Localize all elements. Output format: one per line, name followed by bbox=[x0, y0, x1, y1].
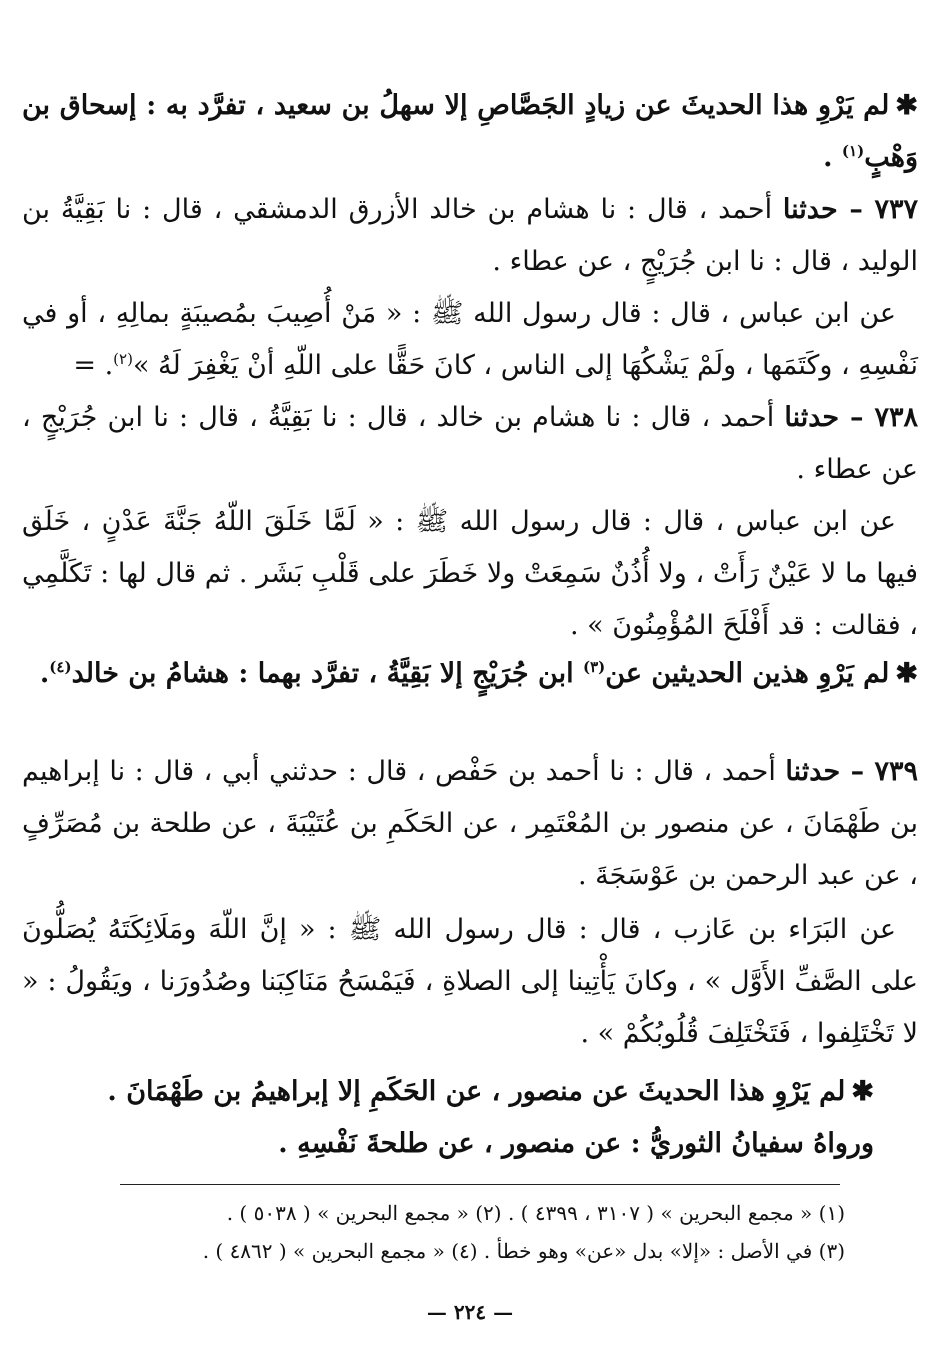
asterisk-icon: ✱ bbox=[895, 90, 918, 121]
editor-note-739 bbox=[22, 1066, 918, 1170]
matn-end: . = bbox=[73, 350, 114, 381]
footnote-ref: (٣) bbox=[583, 658, 606, 676]
hadith-739-matn bbox=[22, 904, 918, 1060]
isnad-text: أحمد ، قال : نا هشام بن خالد الأزرق الدمشقي ، قال : نا بَقِيَّةُ بن الوليد ، قال : نا ابن جُرَيْجٍ ، عن عطاء . bbox=[22, 194, 918, 277]
hadith-lead: حدثنا bbox=[785, 756, 841, 787]
footnote-ref: (١) bbox=[841, 142, 865, 160]
footnote-line-1: (١) « مجمع البحرين » ( ٣١٠٧ ، ٤٣٩٩ ) . (٢) « مجمع البحرين » ( ٥٠٣٨ ) . bbox=[226, 1201, 845, 1225]
hadith-lead: حدثنا bbox=[784, 402, 840, 433]
asterisk-icon: ✱ bbox=[851, 1076, 874, 1107]
hadith-number: ٧٣٨ – bbox=[839, 402, 918, 433]
hadith-number: ٧٣٧ – bbox=[837, 194, 918, 225]
note-line-2: ورواهُ سفيانُ الثوريُّ : عن منصور ، عن طلحةَ نَفْسِهِ . bbox=[278, 1128, 874, 1159]
note-text: لم يَرْوِ هذا الحديثَ عن منصور ، عن الحَكَمِ إلا إبراهيمُ بن طَهْمَانَ . bbox=[107, 1076, 846, 1107]
note-line-1 bbox=[22, 1066, 918, 1118]
matn-text: عن ابن عباس ، قال : قال رسول الله ﷺ : « مَنْ أُصِيبَ بمُصيبَةٍ بمالِهِ ، أو في نَفْسِهِ ، وكَتَمَها ، ولَمْ يَشْكُهَا إلى الناس ، كانَ حَقًّا على اللّهِ أنْ يَغْفِرَ لَهُ » bbox=[22, 298, 918, 381]
footnote-ref: (٢) bbox=[113, 350, 133, 368]
matn-text: عن ابن عباس ، قال : قال رسول الله ﷺ : « لَمَّا خَلَقَ اللّهُ جَنَّةَ عَدْنٍ ، خَلَق فيها ما لا عَيْنٌ رَأَتْ ، ولا أُذُنٌ سَمِعَتْ ولا خَطَرَ على قَلْبِ بَشَر . ثم قال لها : تَكَلَّمِي ، فقالت : قد أَفْلَحَ المُؤْمِنُونَ » . bbox=[22, 506, 918, 641]
hadith-lead: حدثنا bbox=[782, 194, 838, 225]
editor-note-736 bbox=[22, 80, 918, 184]
isnad-text: أحمد ، قال : نا أحمد بن حَفْص ، قال : حدثني أبي ، قال : نا إبراهيم بن طَهْمَانَ ، عن منصور بن المُعْتَمِر ، عن الحَكَمِ بن عُتَيْبَةَ ، عن طلحة بن مُصَرِّفٍ ، عن عبد الرحمن بن عَوْسَجَةَ . bbox=[22, 756, 918, 891]
footnote-line-2: (٣) في الأصل : «إلا» بدل «عن» وهو خطأ . (٤) « مجمع البحرين » ( ٤٨٦٢ ) . bbox=[202, 1239, 845, 1263]
hadith-number: ٧٣٩ – bbox=[840, 756, 918, 787]
note-end: . bbox=[39, 658, 50, 689]
hadith-739-isnad bbox=[22, 746, 918, 902]
note-end: . bbox=[823, 142, 842, 173]
hadith-738-matn bbox=[22, 496, 918, 652]
note-text: لم يَرْوِ هذين الحديثين عن bbox=[605, 658, 890, 689]
editor-note-738 bbox=[22, 648, 918, 700]
matn-text: عن البَرَاء بن عَازب ، قال : قال رسول الله ﷺ : « إنَّ اللّهَ ومَلَائِكَتَهُ يُصَلُّونَ على الصَّفِّ الأَوَّل » ، وكانَ يَأْتِينا إلى الصلاةِ ، فَيَمْسَحُ مَنَاكِبَنا وصُدُورَنا ، ويَقُولُ : « لا تَخْتَلِفوا ، فَتَخْتَلِفَ قُلُوبُكُمْ » . bbox=[22, 914, 918, 1049]
asterisk-icon: ✱ bbox=[895, 658, 918, 689]
note-text: ابن جُرَيْجٍ إلا بَقِيَّةُ ، تفرَّد بهما : هشامُ بن خالد bbox=[71, 658, 583, 689]
isnad-text: أحمد ، قال : نا هشام بن خالد ، قال : نا بَقِيَّةُ ، قال : نا ابن جُرَيْجٍ ، عن عطاء . bbox=[22, 402, 918, 485]
page-number: — ٢٢٤ — bbox=[426, 1300, 514, 1324]
note-text: لم يَرْوِ هذا الحديثَ عن زيادٍ الجَصَّاصِ إلا سهلُ بن سعيد ، تفرَّد به : إسحاق بن وَهْبٍ bbox=[22, 90, 918, 173]
footnote-divider bbox=[120, 1184, 840, 1185]
hadith-737-matn bbox=[22, 288, 918, 392]
footnote-ref: (٤) bbox=[49, 658, 72, 676]
hadith-737-isnad bbox=[22, 184, 918, 288]
hadith-738-isnad bbox=[22, 392, 918, 496]
